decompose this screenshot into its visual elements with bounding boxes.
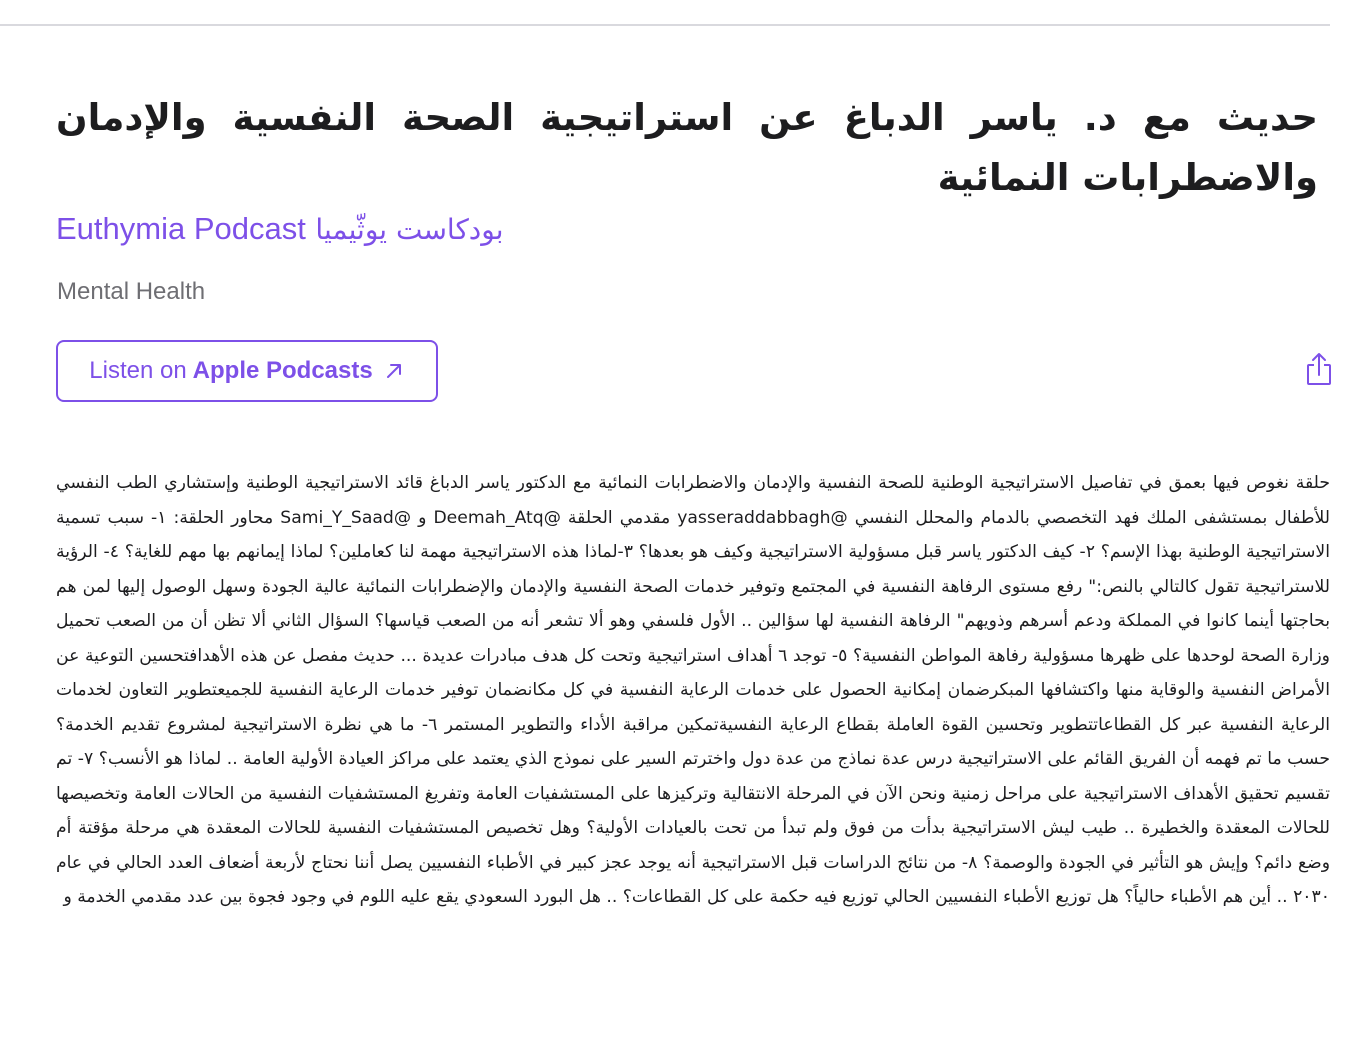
listen-label-app: Apple Podcasts: [192, 357, 373, 384]
show-name-arabic: بودكاست يوثّيميا: [315, 213, 504, 246]
show-name-english: Euthymia Podcast: [56, 211, 306, 246]
listen-label-prefix: Listen on: [89, 357, 187, 384]
episode-title: حديث مع د. ياسر الدباغ عن استراتيجية الصحة النفسية والإدمان والاضطرابات النمائية: [56, 96, 1318, 199]
arrow-up-right-icon: [383, 360, 405, 382]
episode-category: Mental Health: [57, 278, 206, 305]
share-button[interactable]: [1302, 350, 1336, 390]
listen-on-apple-podcasts-button[interactable]: [56, 340, 438, 402]
show-name-link[interactable]: [56, 206, 504, 253]
top-divider: [0, 24, 1330, 26]
share-icon: [1302, 375, 1336, 394]
episode-description: حلقة نغوص فيها بعمق في تفاصيل الاستراتيجية الوطنية للصحة النفسية والإدمان والاضطرابات النمائية مع الدكتور ياسر الدباغ قائد الاستراتيجية الوطنية وإستشاري الطب النفسي للأطفال بمستشفى الملك فهد التخصصي بالدمام والمحلل النفسي @yasseraddabbagh مقدمي الحلقة @Deemah_Atq و @Sami_Y_Saad محاور الحلقة: ١- سبب تسمية الاستراتيجية الوطنية بهذا الإسم؟ ٢- كيف الدكتور ياسر قبل مسؤولية الاستراتيجية وكيف هو بعدها؟ ٣-لماذا هذه الاستراتيجية مهمة لنا كعاملين؟ لماذا إيمانهم بها مهم للغاية؟ ٤- الرؤية للاستراتيجية تقول كالتالي بالنص:" رفع مستوى الرفاهة النفسية في المجتمع وتوفير خدمات الصحة النفسية والإدمان والإضطرابات النمائية عالية الجودة وسهل الوصول إليها لمن هم بحاجتها أينما كانوا في المملكة ودعم أسرهم وذويهم" الرفاهة النفسية لها سؤالين .. الأول فلسفي وهو ألا تشعر أنه من الصعب قياسها؟ السؤال الثاني ألا تظن أن من الصعب تحميل وزارة الصحة لوحدها على ظهرها مسؤولية رفاهة المواطن النفسية؟ ٥- توجد ٦ أهداف استراتيجية وتحت كل هدف مبادرات عديدة ... حديث مفصل عن هذه الأهدافتحسين التوعية عن الأمراض النفسية والوقاية منها واكتشافها المبكرضمان إمكانية الحصول على خدمات الرعاية النفسية في كل مكانضمان توفير خدمات الرعاية النفسية للجميعتطوير التعاون لخدمات الرعاية النفسية عبر كل القطاعاتتطوير وتحسين القوة العاملة بقطاع الرعاية النفسيةتمكين مراقبة الأداء والتطوير المستمر ٦- ما هي نظرة الاستراتيجية لمشروع تقديم الخدمة؟ حسب ما تم فهمه أن الفريق القائم على الاستراتيجية درس عدة نماذج من عدة دول واخترتم السير على نموذج الذي يعتمد على مراكز العيادة الأولية العامة .. لماذا هو الأنسب؟ ٧- تم تقسيم تحقيق الأهداف الاستراتيجية على مراحل زمنية ونحن الآن في المرحلة الانتقالية وتركيزها على المستشفيات العامة وتفريغ المستشفيات النفسية من الحالات العامة وتخصيصها للحالات المعقدة والخطيرة .. طيب ليش الاستراتيجية بدأت من فوق ولم تبدأ من تحت بالعيادات الأولية؟ وهل تخصيص المستشفيات النفسية للحالات المعقدة هي مرحلة مؤقتة أم وضع دائم؟ وإيش هو التأثير في الجودة والوصمة؟ ٨- من نتائج الدراسات قبل الاستراتيجية أنه يوجد عجز كبير في الأطباء النفسيين يصل أننا نحتاج لأربعة أضعاف العدد الحالي في عام ٢٠٣٠ .. أين هم الأطباء حالياً؟ هل توزيع الأطباء النفسيين الحالي توزيع فيه حكمة على كل القطاعات؟ .. هل البورد السعودي يقع عليه اللوم في وجود فجوة بين عدد مقدمي الخدمة و: [56, 473, 1330, 907]
